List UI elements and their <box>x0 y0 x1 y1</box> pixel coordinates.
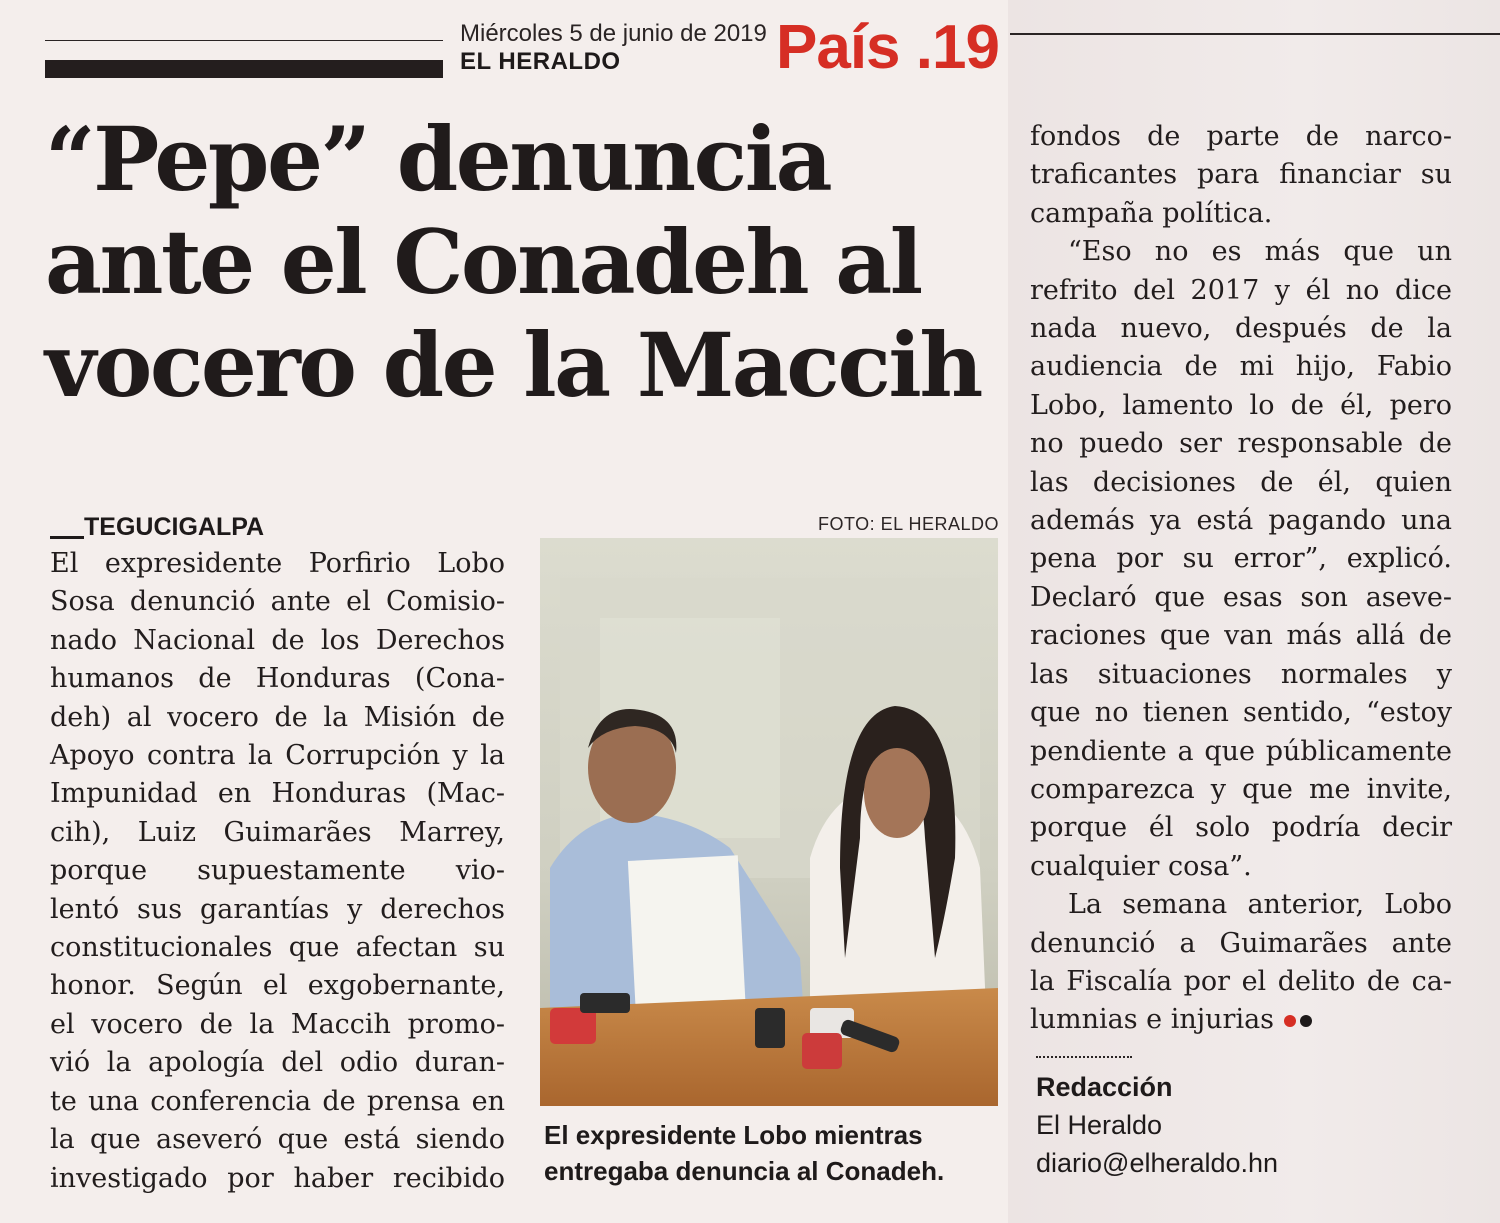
body-line: nado Nacional de los Derechos <box>50 624 505 656</box>
caption-line: El expresidente Lobo mientras <box>544 1120 923 1150</box>
article-right-column <box>1030 118 1452 1040</box>
dateline-text: TEGUCIGALPA <box>84 513 265 541</box>
body-line: constitucionales que afectan su <box>50 932 505 964</box>
byline-name: El Heraldo <box>1036 1110 1163 1140</box>
body-line: deh) al vocero de la Misión de <box>50 701 505 733</box>
header-rule-thick <box>45 60 443 78</box>
body-line: lentó sus garantías y derechos <box>50 893 505 925</box>
press-conference-photo-illustration <box>540 538 998 1106</box>
body-line: además ya está pagando una <box>1030 505 1452 537</box>
body-line: El expresidente Porfirio Lobo <box>50 548 505 579</box>
body-line: las decisiones de él, quien <box>1030 466 1452 498</box>
body-line: investigado por haber recibido <box>50 1162 505 1194</box>
newspaper-name: EL HERALDO <box>460 48 621 75</box>
body-line: te una conferencia de prensa en <box>50 1085 505 1117</box>
news-photo <box>540 538 998 1106</box>
body-line: la Fiscalía por el delito de ca- <box>1030 965 1452 997</box>
body-line: porque supuestamente vio- <box>50 855 505 887</box>
body-line: el vocero de la Maccih promo- <box>50 1008 505 1040</box>
body-line-text: lumnias e injurias <box>1030 1004 1275 1036</box>
caption-line: entregaba denuncia al Conadeh. <box>544 1156 945 1186</box>
body-line: no puedo ser responsable de <box>1030 428 1452 460</box>
body-line: traficantes para financiar su <box>1030 159 1452 191</box>
end-mark-red-dot <box>1284 1015 1296 1027</box>
dateline-dash <box>50 536 84 539</box>
body-line: pendiente a que públicamente <box>1030 735 1452 767</box>
body-line: Lobo, lamento lo de él, pero <box>1030 389 1452 421</box>
byline-email: diario@elheraldo.hn <box>1036 1148 1279 1178</box>
body-line: Sosa denunció ante el Comisio- <box>50 586 505 618</box>
header-rule-thin <box>45 40 443 41</box>
body-line: cualquier cosa”. <box>1030 850 1252 882</box>
end-mark-black-dot <box>1300 1015 1312 1027</box>
photo-credit: FOTO: EL HERALDO <box>818 514 1000 534</box>
headline-line: ante el Conadeh al <box>45 210 921 314</box>
headline-line: vocero de la Maccih <box>45 313 981 417</box>
body-line: pena por su error”, explicó. <box>1030 543 1452 575</box>
body-line: Declaró que esas son aseve- <box>1030 581 1452 613</box>
issue-date: Miércoles 5 de junio de 2019 <box>460 20 767 47</box>
body-line: la que aseveró que está siendo <box>50 1124 505 1156</box>
body-line: Impunidad en Honduras (Mac- <box>50 778 505 810</box>
body-line: porque él solo podría decir <box>1030 812 1452 844</box>
headline <box>45 108 1005 417</box>
body-line: comparezca y que me invite, <box>1030 773 1452 805</box>
body-line: Apoyo contra la Corrupción y la <box>50 740 505 772</box>
body-line: La semana anterior, Lobo <box>1068 889 1452 921</box>
body-line: cih), Luiz Guimarães Marrey, <box>50 816 505 848</box>
body-line: denunció a Guimarães ante <box>1030 927 1452 959</box>
body-line: honor. Según el exgobernante, <box>50 970 505 1002</box>
body-line: las situaciones normales y <box>1030 658 1452 690</box>
body-line: humanos de Honduras (Cona- <box>50 663 505 695</box>
body-line: nada nuevo, después de la <box>1030 313 1452 345</box>
header-rule-right <box>1010 33 1500 35</box>
body-line: refrito del 2017 y él no dice <box>1030 274 1452 306</box>
body-line: audiencia de mi hijo, Fabio <box>1030 351 1452 383</box>
body-line: que no tienen sentido, “estoy <box>1030 697 1452 729</box>
body-line: campaña política. <box>1030 197 1273 229</box>
body-line: vió la apología del odio duran- <box>50 1047 505 1079</box>
body-line: “Eso no es más que un <box>1068 236 1452 268</box>
body-line-last <box>1030 1001 1452 1039</box>
section-page-label: País .19 <box>776 13 999 82</box>
byline-divider <box>1036 1056 1132 1058</box>
photo-caption <box>544 1117 1004 1189</box>
body-line: raciones que van más allá de <box>1030 620 1452 652</box>
body-line: fondos de parte de narco- <box>1030 121 1452 152</box>
article-left-column <box>50 545 505 1198</box>
byline-role: Redacción <box>1036 1072 1173 1102</box>
headline-line: “Pepe” denuncia <box>45 107 831 211</box>
